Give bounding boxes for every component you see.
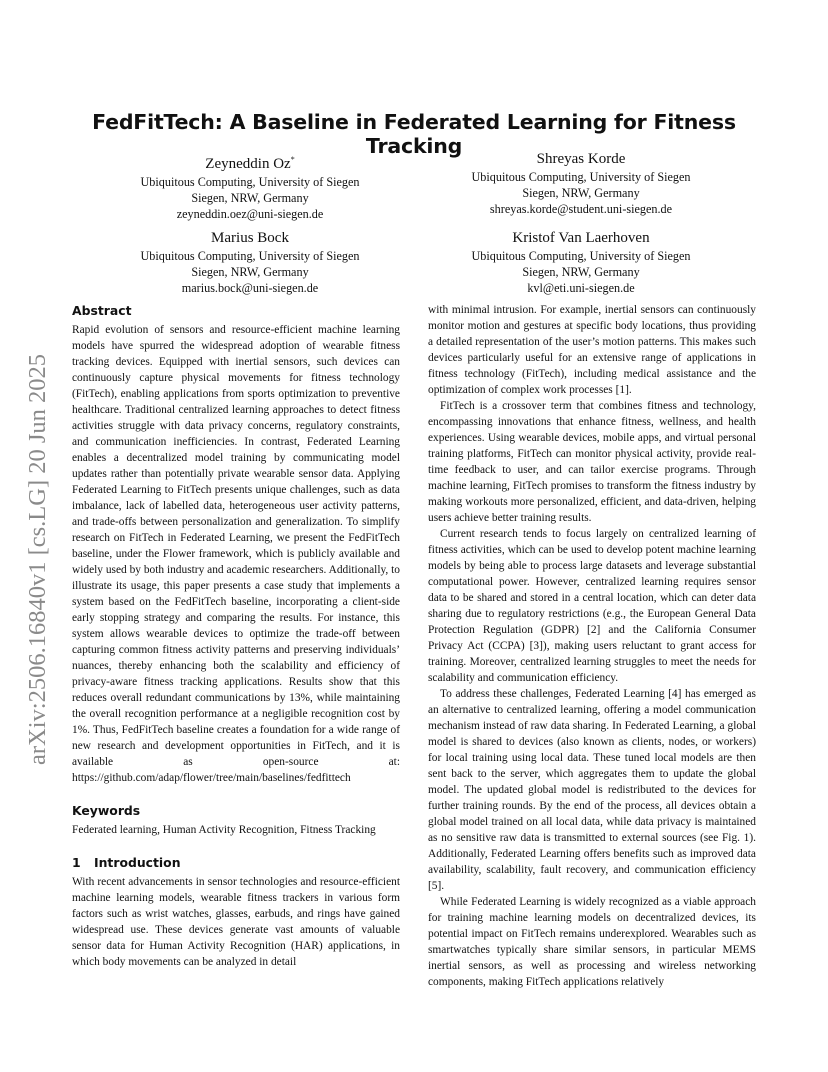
- introduction-heading: [72, 854, 400, 872]
- author-email: kvl@eti.uni-siegen.de: [527, 281, 635, 295]
- author-email: marius.bock@uni-siegen.de: [181, 281, 319, 295]
- intro-paragraph: To address these challenges, Federated Learning [4] has emerged as an alternative to centralized learning, offering a model communication mechanism instead of raw data sharing. In Federated Learning, a global model is shared to devices (also known as clients, nodes, or workers) for local training using local data. These tuned local models are then sent back to the server, which aggregates them to update the global model. The updated global model is redistributed to the devices for further training rounds. By the end of the process, all devices obtain a global model trained on all local data, while data privacy is maintained as no sensitive raw data is transmitted to external sources (see Fig. 1). Additionally, Federated Learning offers benefits such as improved data availability, scalability, fault recovery, and communication efficiency [5].: [428, 688, 756, 892]
- author-mark: *: [290, 155, 295, 164]
- intro-paragraph: While Federated Learning is widely recognized as a viable approach for training machine learning models on decentralized devices, its potential impact on FitTech remains underexplored. Wearables such as smartwatches typically share similar sensors, in particular MEMS inertial sensors, as well as processing and wireless networking components, making FitTech applications relatively: [428, 896, 756, 988]
- author-location: Siegen, NRW, Germany: [191, 191, 309, 205]
- abstract-heading: Abstract: [72, 303, 132, 318]
- author-block: [85, 229, 415, 296]
- author-name: Zeyneddin Oz: [205, 156, 291, 172]
- author-email: zeyneddin.oez@uni-siegen.de: [176, 207, 324, 221]
- author-name: Kristof Van Laerhoven: [512, 230, 650, 246]
- author-email: shreyas.korde@student.uni-siegen.de: [489, 202, 673, 216]
- section-number: 1: [72, 855, 81, 870]
- intro-paragraph: Current research tends to focus largely on centralized learning of fitness activities, which can be used to develop potent machine learning models by being able to process large datasets and leverage substantial computational power. However, centralized learning requires sensor data to be shared and stored in a central location, which can deter data sharing due to regulatory restrictions (e.g., the European General Data Protection Regulation (GDPR) [2] and the California Consumer Privacy Act (CCPA) [3]), making users reluctant to grant access for training. Moreover, centralized learning struggles to meet the needs for scalability and communication efficiency.: [428, 528, 756, 684]
- author-location: Siegen, NRW, Germany: [522, 186, 640, 200]
- author-affiliation: Ubiquitous Computing, University of Siegen: [471, 170, 691, 184]
- author-name: Marius Bock: [211, 230, 289, 246]
- abstract-text: Rapid evolution of sensors and resource-efficient machine learning models have spurred the widespread adoption of wearable fitness tracking devices. Equipped with inertial sensors, such devices can continuously capture physical movements for fitness technology (FitTech), enabling applications from sports optimization to preventive healthcare. Traditional centralized learning approaches to detect fitness activities struggle with data privacy concerns, regulatory constraints, and communication inefficiencies. In contrast, Federated Learning enables a decentralized model training by communicating model updates rather than potentially private wearable sensor data. Applying Federated Learning to FitTech presents unique challenges, such as data imbalance, lack of labelled data, heterogeneous user activity patterns, and trade-offs between personalization and generalization. To simplify research on FitTech in Federated Learning, we present the FedFitTech baseline, under the Flower framework, which is publicly available and widely used by both industry and academic researchers. Additionally, to illustrate its usage, this paper presents a case study that implements a system based on the FedFitTech baseline, incorporating a client-side early stopping strategy and comparing the results. For instance, this system allows wearable devices to optimize the trade-off between capturing common fitness activity patterns and preserving individuals’ nuances, thereby enhancing both the scalability and efficiency of privacy-aware fitness tracking applications. Results show that this reduces overall redundant communications by 13%, while maintaining the overall recognition performance at a negligible recognition cost by 1%. Thus, FedFitTech baseline creates a foundation for a wide range of new research and development opportunities in FitTech, and it is available as open-source at: https://github.com/adap/flower/tree/main/baselines/fedfittech: [72, 324, 400, 784]
- author-block: [85, 150, 415, 222]
- author-location: Siegen, NRW, Germany: [191, 265, 309, 279]
- author-affiliation: Ubiquitous Computing, University of Siegen: [471, 249, 691, 263]
- author-affiliation: Ubiquitous Computing, University of Siegen: [140, 175, 360, 189]
- intro-paragraph: with minimal intrusion. For example, inertial sensors can continuously monitor motion and gestures at specific body locations, thus providing a detailed representation of the user’s motion patterns. This makes such devices particularly useful for an extensive range of applications in fitness technology (FitTech), including medical assistance and the optimization of complex work processes [1].: [428, 304, 756, 396]
- author-location: Siegen, NRW, Germany: [522, 265, 640, 279]
- section-title: Introduction: [94, 855, 181, 870]
- keywords-text: Federated learning, Human Activity Recognition, Fitness Tracking: [72, 824, 376, 836]
- author-name: Shreyas Korde: [536, 151, 626, 167]
- intro-paragraph: FitTech is a crossover term that combines fitness and technology, encompassing innovations that enhance fitness, wellness, and health experiences. Using wearable devices, mobile apps, and virtual personal training platforms, FitTech can monitor physical activity, provide real-time feedback to user, and can tailor exercise programs. Through machine learning, FitTech promises to transform the fitness industry by making workouts more personalized, efficient, and data-driven, helping users achieve better training results.: [428, 400, 756, 524]
- intro-paragraph: With recent advancements in sensor technologies and resource-efficient machine learning models, wearable fitness trackers in various form factors such as wrist watches, glasses, earbuds, and rings have gained widespread use. These devices generate vast amounts of valuable sensor data for Human Activity Recognition (HAR) applications, in which body movements can be analyzed in detail: [72, 876, 400, 968]
- right-column: [428, 302, 756, 990]
- author-block: [416, 229, 746, 296]
- arxiv-identifier: arXiv:2506.16840v1 [cs.LG] 20 Jun 2025: [24, 353, 51, 765]
- author-affiliation: Ubiquitous Computing, University of Siegen: [140, 249, 360, 263]
- left-column: [72, 302, 400, 970]
- keywords-heading: Keywords: [72, 803, 141, 818]
- author-block: [416, 150, 746, 217]
- paper-title: FedFitTech: A Baseline in Federated Learning for Fitness Tracking: [92, 110, 736, 158]
